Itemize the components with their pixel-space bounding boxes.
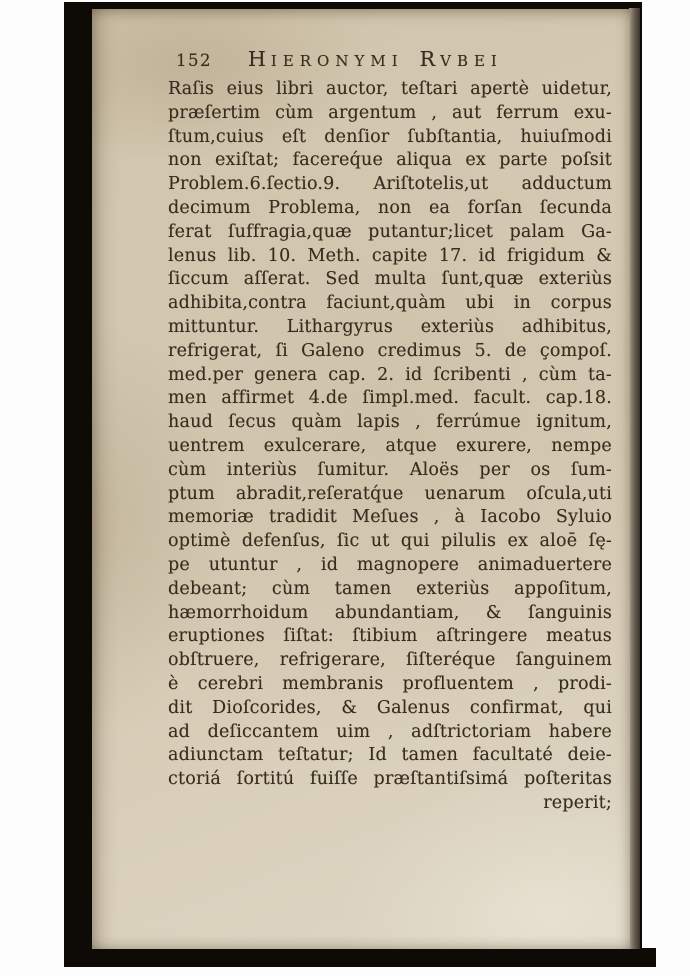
running-title-word-1: HIERONYMI — [248, 47, 404, 71]
text-line: ptum abradit,reſeratq́ue uenarum oſcula,uti — [168, 483, 612, 504]
page-paper — [92, 9, 630, 949]
text-line: è cerebri membranis profluentem , prodi- — [168, 673, 612, 694]
text-line: men affirmet 4.de ſimpl.med. facult. cap.18. — [168, 388, 612, 409]
text-line: debeant; cùm tamen exteriùs appoſitum, — [168, 578, 612, 599]
text-line: ſtum,cuius eſt denſior ſubſtantia, huiuſmodi — [168, 126, 612, 147]
text-block — [168, 47, 612, 816]
text-line: cùm interiùs ſumitur. Aloës per os ſum- — [168, 459, 612, 480]
text-line: ſiccum aſſerat. Sed multa ſunt,quæ exteriùs — [168, 269, 612, 290]
text-line: decimum Problema, non ea forſan ſecunda — [168, 197, 612, 218]
text-line: Problem.6.ſectio.9. Ariſtotelis,ut adductum — [168, 174, 612, 195]
text-line: eruptiones ſiſtat: ſtibium aſtringere meatus — [168, 626, 612, 647]
page-edge — [629, 8, 640, 949]
body-text-lines — [168, 78, 612, 792]
text-line: ferat ſuffragia,quæ putantur;licet palam Ga- — [168, 221, 612, 242]
running-header — [168, 47, 612, 72]
text-line: memoriæ tradidit Meſues , à Iacobo Syluio — [168, 507, 612, 528]
text-line: dit Dioſcorides, & Galenus confirmat, qui — [168, 697, 612, 718]
text-line: med.per genera cap. 2. id ſcribenti , cùm ta- — [168, 364, 612, 385]
text-line: uentrem exulcerare, atque exurere, nempe — [168, 435, 612, 456]
text-line: ctoriá ſortitú fuiſſe præſtantiſsimá poſteritas — [168, 769, 612, 790]
text-line: refrigerat, ſi Galeno credimus 5. de çompoſ. — [168, 340, 612, 361]
text-line: non exiſtat; facereq́ue aliqua ex parte poſsit — [168, 150, 612, 171]
text-line-last: reperit; — [543, 792, 612, 813]
running-title-word-2: RVBEI — [419, 47, 503, 71]
text-line: ad deſiccantem uim , adſtrictoriam habere — [168, 721, 612, 742]
page-number: 152 — [176, 51, 212, 70]
text-line: præſertim cùm argentum , aut ferrum exu- — [168, 102, 612, 123]
scan-backing-bottom — [64, 948, 656, 967]
text-line: pe utuntur , id magnopere animaduertere — [168, 554, 612, 575]
text-line: optimè defenſus, ſic ut qui pilulis ex aloē ſę- — [168, 531, 612, 552]
text-line: haud ſecus quàm lapis , ferrúmue ignitum, — [168, 412, 612, 433]
text-line: Raſis eius libri auctor, teſtari apertè uidetur, — [168, 79, 612, 99]
text-line: lenus lib. 10. Meth. capite 17. id frigidum & — [168, 245, 612, 266]
text-line: adhibita,contra faciunt,quàm ubi in corpus — [168, 293, 612, 314]
text-line: adiunctam teſtatur; Id tamen facultaté deie- — [168, 745, 612, 766]
text-line: hæmorrhoidum abundantiam, & ſanguinis — [168, 602, 612, 623]
text-line: mittuntur. Lithargyrus exteriùs adhibitus, — [168, 316, 612, 337]
text-line: obſtruere, refrigerare, ſiſteréque ſanguinem — [168, 650, 612, 671]
